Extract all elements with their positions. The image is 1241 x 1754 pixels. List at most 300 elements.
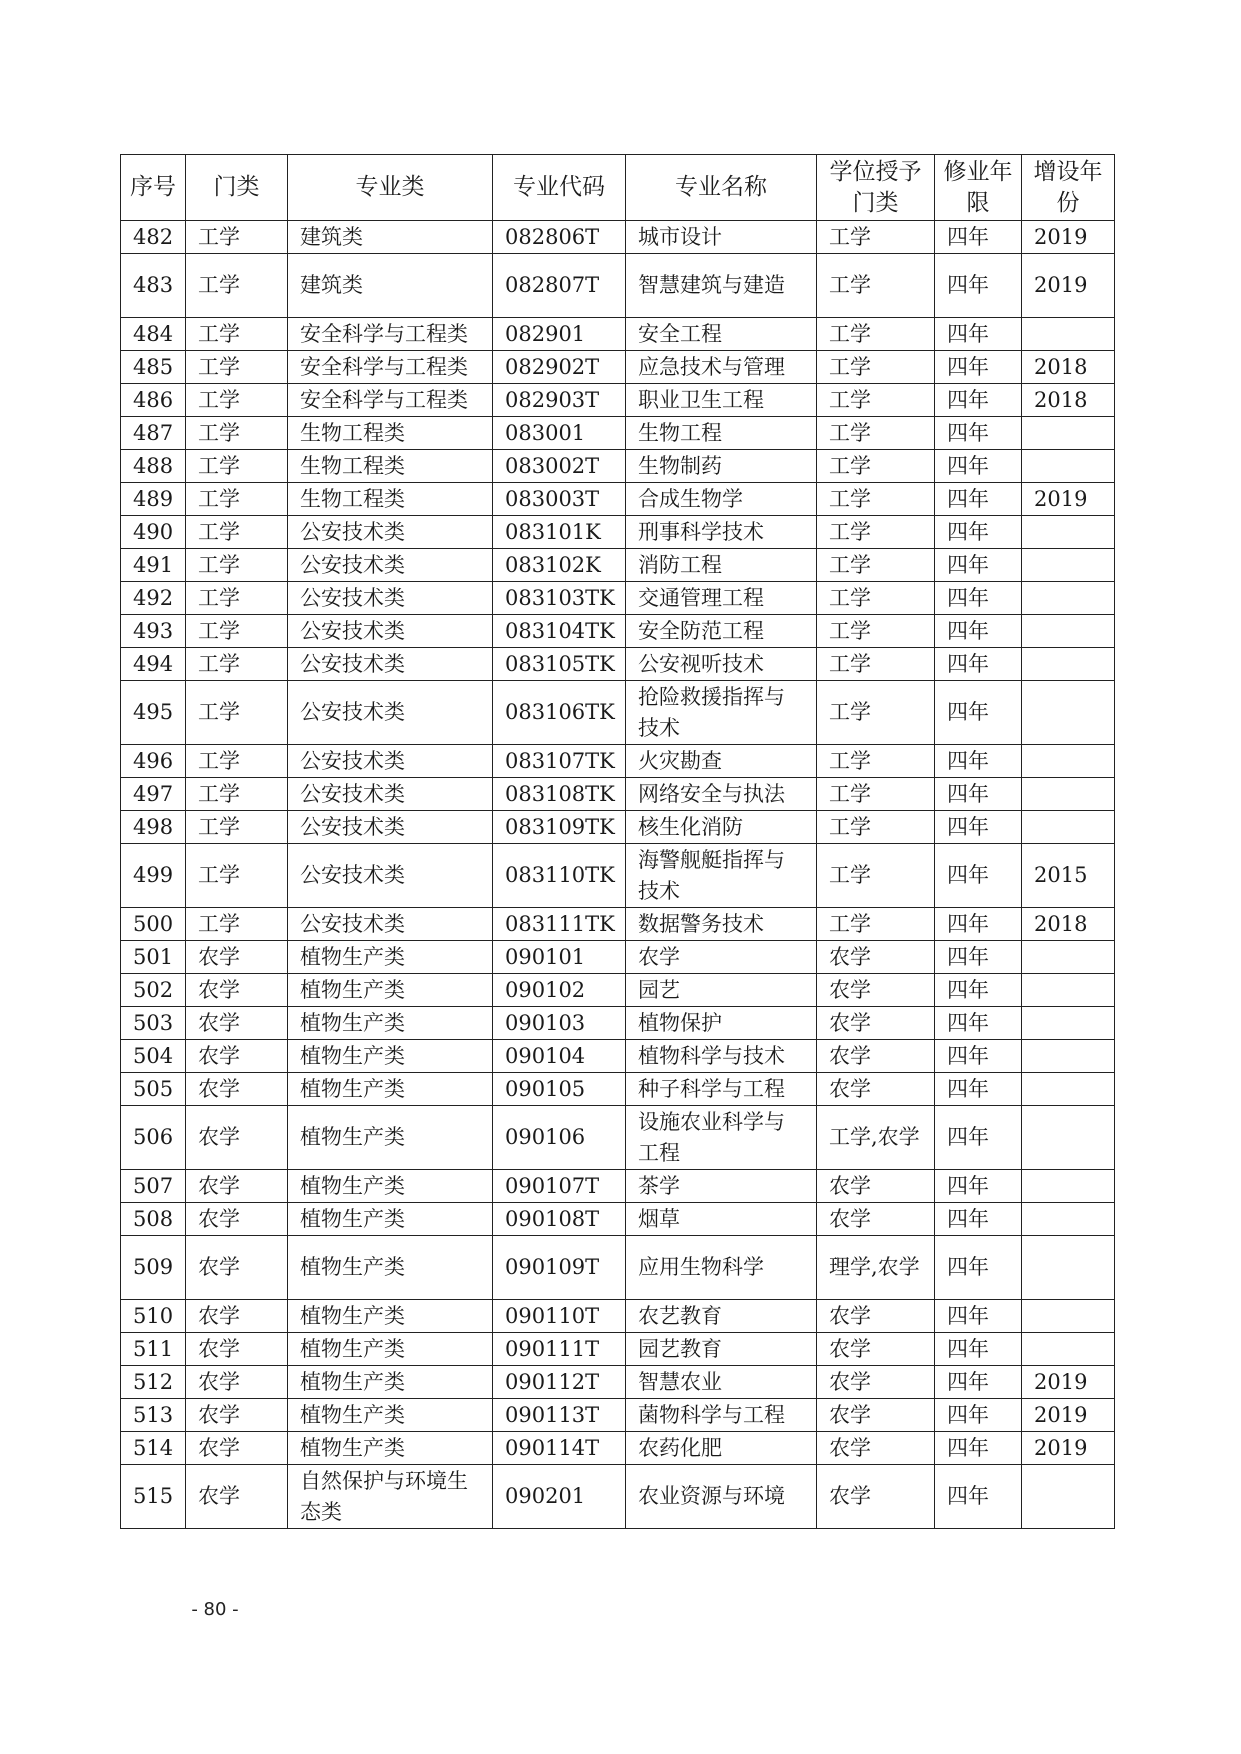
cell-degree-category: 工学 xyxy=(817,318,935,351)
cell-serial: 513 xyxy=(121,1399,186,1432)
cell-major-class: 公安技术类 xyxy=(288,811,493,844)
cell-added-year xyxy=(1022,549,1115,582)
cell-major-class: 建筑类 xyxy=(288,221,493,254)
cell-degree-category: 工学 xyxy=(817,582,935,615)
cell-degree-category: 农学 xyxy=(817,1432,935,1465)
cell-major-name: 设施农业科学与工程 xyxy=(626,1106,817,1170)
cell-major-name: 安全防范工程 xyxy=(626,615,817,648)
cell-major-code: 090111T xyxy=(493,1333,626,1366)
cell-major-name: 海警舰艇指挥与技术 xyxy=(626,844,817,908)
cell-degree-category: 工学 xyxy=(817,681,935,745)
cell-category: 工学 xyxy=(186,811,288,844)
cell-major-class: 植物生产类 xyxy=(288,1236,493,1300)
table-row xyxy=(121,974,1115,1007)
table-row xyxy=(121,254,1115,318)
cell-study-years: 四年 xyxy=(935,811,1022,844)
cell-serial: 494 xyxy=(121,648,186,681)
cell-study-years: 四年 xyxy=(935,1106,1022,1170)
cell-serial: 504 xyxy=(121,1040,186,1073)
table-body xyxy=(121,221,1115,1529)
cell-major-class: 植物生产类 xyxy=(288,1300,493,1333)
cell-added-year xyxy=(1022,745,1115,778)
cell-serial: 484 xyxy=(121,318,186,351)
table-row xyxy=(121,516,1115,549)
cell-degree-category: 农学 xyxy=(817,1333,935,1366)
cell-category: 农学 xyxy=(186,1465,288,1529)
cell-serial: 498 xyxy=(121,811,186,844)
cell-serial: 495 xyxy=(121,681,186,745)
cell-serial: 512 xyxy=(121,1366,186,1399)
cell-major-name: 交通管理工程 xyxy=(626,582,817,615)
cell-category: 工学 xyxy=(186,648,288,681)
cell-major-code: 090201 xyxy=(493,1465,626,1529)
cell-added-year: 2018 xyxy=(1022,384,1115,417)
cell-major-code: 083108TK xyxy=(493,778,626,811)
cell-major-name: 数据警务技术 xyxy=(626,908,817,941)
cell-added-year xyxy=(1022,1007,1115,1040)
cell-serial: 499 xyxy=(121,844,186,908)
cell-category: 工学 xyxy=(186,844,288,908)
cell-category: 农学 xyxy=(186,1432,288,1465)
cell-degree-category: 理学,农学 xyxy=(817,1236,935,1300)
cell-study-years: 四年 xyxy=(935,1073,1022,1106)
cell-major-class: 生物工程类 xyxy=(288,483,493,516)
cell-major-name: 职业卫生工程 xyxy=(626,384,817,417)
cell-category: 农学 xyxy=(186,1203,288,1236)
cell-degree-category: 农学 xyxy=(817,1203,935,1236)
table-row xyxy=(121,1300,1115,1333)
cell-serial: 503 xyxy=(121,1007,186,1040)
cell-major-name: 植物保护 xyxy=(626,1007,817,1040)
cell-category: 工学 xyxy=(186,681,288,745)
cell-major-class: 植物生产类 xyxy=(288,1007,493,1040)
table-row xyxy=(121,778,1115,811)
cell-major-class: 公安技术类 xyxy=(288,681,493,745)
cell-study-years: 四年 xyxy=(935,1300,1022,1333)
cell-category: 工学 xyxy=(186,417,288,450)
cell-major-class: 公安技术类 xyxy=(288,844,493,908)
cell-serial: 483 xyxy=(121,254,186,318)
table-row xyxy=(121,844,1115,908)
table-row xyxy=(121,549,1115,582)
cell-serial: 509 xyxy=(121,1236,186,1300)
cell-added-year: 2019 xyxy=(1022,254,1115,318)
cell-study-years: 四年 xyxy=(935,582,1022,615)
cell-serial: 502 xyxy=(121,974,186,1007)
cell-category: 工学 xyxy=(186,778,288,811)
cell-major-code: 083102K xyxy=(493,549,626,582)
cell-category: 工学 xyxy=(186,450,288,483)
cell-degree-category: 农学 xyxy=(817,1007,935,1040)
table-row xyxy=(121,811,1115,844)
header-major-class: 专业类 xyxy=(288,155,493,221)
table-row xyxy=(121,351,1115,384)
cell-study-years: 四年 xyxy=(935,254,1022,318)
table-row xyxy=(121,1203,1115,1236)
table-row xyxy=(121,1040,1115,1073)
cell-category: 农学 xyxy=(186,1399,288,1432)
cell-study-years: 四年 xyxy=(935,974,1022,1007)
cell-major-code: 083107TK xyxy=(493,745,626,778)
cell-major-code: 082901 xyxy=(493,318,626,351)
cell-category: 农学 xyxy=(186,1170,288,1203)
cell-serial: 497 xyxy=(121,778,186,811)
cell-category: 工学 xyxy=(186,516,288,549)
cell-major-name: 合成生物学 xyxy=(626,483,817,516)
cell-major-class: 公安技术类 xyxy=(288,745,493,778)
cell-major-class: 公安技术类 xyxy=(288,778,493,811)
cell-added-year xyxy=(1022,1333,1115,1366)
cell-study-years: 四年 xyxy=(935,516,1022,549)
cell-major-name: 茶学 xyxy=(626,1170,817,1203)
cell-category: 工学 xyxy=(186,351,288,384)
cell-major-code: 090103 xyxy=(493,1007,626,1040)
cell-added-year: 2018 xyxy=(1022,908,1115,941)
cell-category: 工学 xyxy=(186,908,288,941)
table-row xyxy=(121,1007,1115,1040)
cell-study-years: 四年 xyxy=(935,844,1022,908)
cell-category: 农学 xyxy=(186,974,288,1007)
cell-major-class: 生物工程类 xyxy=(288,417,493,450)
table-row xyxy=(121,1465,1115,1529)
table-row xyxy=(121,450,1115,483)
table-row xyxy=(121,318,1115,351)
cell-category: 农学 xyxy=(186,1333,288,1366)
cell-major-code: 090108T xyxy=(493,1203,626,1236)
header-added-year: 增设年份 xyxy=(1022,155,1115,221)
cell-degree-category: 工学 xyxy=(817,745,935,778)
cell-study-years: 四年 xyxy=(935,351,1022,384)
table-row xyxy=(121,648,1115,681)
cell-study-years: 四年 xyxy=(935,221,1022,254)
majors-table xyxy=(120,154,1115,1529)
cell-major-code: 083003T xyxy=(493,483,626,516)
cell-degree-category: 工学 xyxy=(817,811,935,844)
cell-serial: 514 xyxy=(121,1432,186,1465)
cell-major-name: 生物制药 xyxy=(626,450,817,483)
cell-major-code: 090101 xyxy=(493,941,626,974)
cell-major-class: 植物生产类 xyxy=(288,1333,493,1366)
cell-major-code: 083110TK xyxy=(493,844,626,908)
cell-degree-category: 工学 xyxy=(817,908,935,941)
cell-major-code: 090110T xyxy=(493,1300,626,1333)
cell-degree-category: 工学 xyxy=(817,450,935,483)
cell-study-years: 四年 xyxy=(935,1007,1022,1040)
cell-major-code: 090109T xyxy=(493,1236,626,1300)
cell-major-class: 植物生产类 xyxy=(288,1399,493,1432)
table-row xyxy=(121,1073,1115,1106)
cell-degree-category: 农学 xyxy=(817,1073,935,1106)
cell-major-class: 植物生产类 xyxy=(288,1432,493,1465)
cell-study-years: 四年 xyxy=(935,648,1022,681)
cell-major-code: 090104 xyxy=(493,1040,626,1073)
cell-added-year xyxy=(1022,582,1115,615)
table-row xyxy=(121,745,1115,778)
cell-major-name: 农学 xyxy=(626,941,817,974)
cell-major-name: 园艺 xyxy=(626,974,817,1007)
table-row xyxy=(121,1366,1115,1399)
cell-added-year: 2015 xyxy=(1022,844,1115,908)
cell-major-name: 应用生物科学 xyxy=(626,1236,817,1300)
cell-major-class: 植物生产类 xyxy=(288,1106,493,1170)
cell-major-name: 园艺教育 xyxy=(626,1333,817,1366)
cell-degree-category: 工学 xyxy=(817,549,935,582)
cell-major-class: 植物生产类 xyxy=(288,1073,493,1106)
cell-major-code: 090105 xyxy=(493,1073,626,1106)
cell-major-code: 082902T xyxy=(493,351,626,384)
cell-major-class: 公安技术类 xyxy=(288,615,493,648)
table-row xyxy=(121,221,1115,254)
cell-serial: 489 xyxy=(121,483,186,516)
cell-added-year xyxy=(1022,1203,1115,1236)
cell-study-years: 四年 xyxy=(935,745,1022,778)
cell-serial: 488 xyxy=(121,450,186,483)
cell-major-class: 公安技术类 xyxy=(288,908,493,941)
cell-study-years: 四年 xyxy=(935,1399,1022,1432)
cell-added-year xyxy=(1022,516,1115,549)
header-study-years: 修业年限 xyxy=(935,155,1022,221)
cell-major-code: 083105TK xyxy=(493,648,626,681)
cell-major-code: 090112T xyxy=(493,1366,626,1399)
cell-added-year xyxy=(1022,974,1115,1007)
table-row xyxy=(121,384,1115,417)
table-row xyxy=(121,582,1115,615)
cell-major-class: 生物工程类 xyxy=(288,450,493,483)
cell-serial: 491 xyxy=(121,549,186,582)
cell-major-name: 智慧农业 xyxy=(626,1366,817,1399)
cell-added-year xyxy=(1022,1300,1115,1333)
cell-serial: 510 xyxy=(121,1300,186,1333)
cell-major-code: 083106TK xyxy=(493,681,626,745)
cell-study-years: 四年 xyxy=(935,318,1022,351)
cell-serial: 482 xyxy=(121,221,186,254)
cell-added-year xyxy=(1022,615,1115,648)
cell-serial: 501 xyxy=(121,941,186,974)
cell-major-class: 安全科学与工程类 xyxy=(288,384,493,417)
cell-study-years: 四年 xyxy=(935,450,1022,483)
cell-degree-category: 农学 xyxy=(817,1040,935,1073)
cell-study-years: 四年 xyxy=(935,1170,1022,1203)
cell-degree-category: 农学 xyxy=(817,1465,935,1529)
cell-major-code: 090102 xyxy=(493,974,626,1007)
cell-major-name: 生物工程 xyxy=(626,417,817,450)
cell-major-name: 植物科学与技术 xyxy=(626,1040,817,1073)
cell-added-year xyxy=(1022,1073,1115,1106)
cell-major-code: 090107T xyxy=(493,1170,626,1203)
table-row xyxy=(121,681,1115,745)
cell-study-years: 四年 xyxy=(935,681,1022,745)
cell-study-years: 四年 xyxy=(935,615,1022,648)
cell-added-year xyxy=(1022,1236,1115,1300)
cell-degree-category: 农学 xyxy=(817,1399,935,1432)
cell-added-year: 2019 xyxy=(1022,1399,1115,1432)
cell-study-years: 四年 xyxy=(935,384,1022,417)
cell-category: 工学 xyxy=(186,318,288,351)
cell-major-name: 种子科学与工程 xyxy=(626,1073,817,1106)
cell-major-name: 农业资源与环境 xyxy=(626,1465,817,1529)
cell-added-year: 2019 xyxy=(1022,1432,1115,1465)
cell-category: 工学 xyxy=(186,549,288,582)
cell-added-year xyxy=(1022,1040,1115,1073)
cell-study-years: 四年 xyxy=(935,549,1022,582)
cell-added-year xyxy=(1022,648,1115,681)
table-row xyxy=(121,615,1115,648)
cell-serial: 508 xyxy=(121,1203,186,1236)
cell-degree-category: 工学 xyxy=(817,648,935,681)
table-row xyxy=(121,1170,1115,1203)
cell-added-year xyxy=(1022,450,1115,483)
cell-major-name: 菌物科学与工程 xyxy=(626,1399,817,1432)
cell-study-years: 四年 xyxy=(935,1366,1022,1399)
cell-category: 工学 xyxy=(186,582,288,615)
cell-major-class: 植物生产类 xyxy=(288,941,493,974)
cell-category: 农学 xyxy=(186,1300,288,1333)
cell-major-code: 083002T xyxy=(493,450,626,483)
cell-major-class: 公安技术类 xyxy=(288,582,493,615)
cell-added-year xyxy=(1022,1465,1115,1529)
cell-serial: 496 xyxy=(121,745,186,778)
cell-category: 农学 xyxy=(186,1366,288,1399)
cell-major-class: 公安技术类 xyxy=(288,549,493,582)
cell-major-class: 建筑类 xyxy=(288,254,493,318)
cell-serial: 492 xyxy=(121,582,186,615)
cell-study-years: 四年 xyxy=(935,417,1022,450)
cell-category: 农学 xyxy=(186,1106,288,1170)
header-major-name: 专业名称 xyxy=(626,155,817,221)
cell-added-year: 2018 xyxy=(1022,351,1115,384)
cell-major-name: 消防工程 xyxy=(626,549,817,582)
cell-study-years: 四年 xyxy=(935,483,1022,516)
cell-study-years: 四年 xyxy=(935,941,1022,974)
cell-added-year xyxy=(1022,1170,1115,1203)
cell-study-years: 四年 xyxy=(935,1333,1022,1366)
cell-degree-category: 农学 xyxy=(817,1300,935,1333)
cell-category: 农学 xyxy=(186,1073,288,1106)
cell-degree-category: 工学 xyxy=(817,778,935,811)
cell-degree-category: 工学 xyxy=(817,844,935,908)
cell-major-name: 网络安全与执法 xyxy=(626,778,817,811)
cell-major-class: 植物生产类 xyxy=(288,1040,493,1073)
cell-study-years: 四年 xyxy=(935,1203,1022,1236)
cell-serial: 493 xyxy=(121,615,186,648)
cell-study-years: 四年 xyxy=(935,1040,1022,1073)
cell-serial: 486 xyxy=(121,384,186,417)
cell-serial: 490 xyxy=(121,516,186,549)
cell-major-class: 植物生产类 xyxy=(288,1170,493,1203)
cell-added-year xyxy=(1022,778,1115,811)
cell-major-name: 火灾勘查 xyxy=(626,745,817,778)
cell-major-class: 公安技术类 xyxy=(288,516,493,549)
cell-category: 农学 xyxy=(186,1040,288,1073)
cell-category: 工学 xyxy=(186,254,288,318)
cell-major-code: 083111TK xyxy=(493,908,626,941)
cell-major-name: 公安视听技术 xyxy=(626,648,817,681)
cell-major-code: 090106 xyxy=(493,1106,626,1170)
cell-category: 工学 xyxy=(186,384,288,417)
cell-added-year xyxy=(1022,318,1115,351)
cell-study-years: 四年 xyxy=(935,1432,1022,1465)
cell-category: 农学 xyxy=(186,941,288,974)
cell-category: 农学 xyxy=(186,1236,288,1300)
table-row xyxy=(121,483,1115,516)
cell-category: 工学 xyxy=(186,745,288,778)
cell-serial: 511 xyxy=(121,1333,186,1366)
table-row xyxy=(121,1399,1115,1432)
header-degree-category: 学位授予门类 xyxy=(817,155,935,221)
table-row xyxy=(121,941,1115,974)
cell-major-class: 安全科学与工程类 xyxy=(288,351,493,384)
cell-degree-category: 工学 xyxy=(817,254,935,318)
cell-major-name: 应急技术与管理 xyxy=(626,351,817,384)
cell-major-name: 农药化肥 xyxy=(626,1432,817,1465)
cell-added-year: 2019 xyxy=(1022,1366,1115,1399)
cell-serial: 500 xyxy=(121,908,186,941)
cell-degree-category: 工学 xyxy=(817,483,935,516)
cell-degree-category: 工学 xyxy=(817,384,935,417)
cell-added-year xyxy=(1022,1106,1115,1170)
cell-category: 工学 xyxy=(186,615,288,648)
cell-major-code: 090114T xyxy=(493,1432,626,1465)
page-number: - 80 - xyxy=(191,1599,239,1620)
cell-major-code: 083001 xyxy=(493,417,626,450)
cell-major-name: 安全工程 xyxy=(626,318,817,351)
cell-serial: 485 xyxy=(121,351,186,384)
cell-degree-category: 工学 xyxy=(817,351,935,384)
cell-degree-category: 工学 xyxy=(817,615,935,648)
cell-major-name: 刑事科学技术 xyxy=(626,516,817,549)
cell-major-code: 082903T xyxy=(493,384,626,417)
cell-major-class: 公安技术类 xyxy=(288,648,493,681)
cell-major-code: 082806T xyxy=(493,221,626,254)
cell-major-name: 烟草 xyxy=(626,1203,817,1236)
cell-major-name: 智慧建筑与建造 xyxy=(626,254,817,318)
cell-degree-category: 农学 xyxy=(817,941,935,974)
header-major-code: 专业代码 xyxy=(493,155,626,221)
cell-major-class: 自然保护与环境生态类 xyxy=(288,1465,493,1529)
table-row xyxy=(121,908,1115,941)
header-serial: 序号 xyxy=(121,155,186,221)
table-row xyxy=(121,417,1115,450)
table-row xyxy=(121,1333,1115,1366)
cell-added-year: 2019 xyxy=(1022,483,1115,516)
table-row xyxy=(121,1432,1115,1465)
cell-study-years: 四年 xyxy=(935,1236,1022,1300)
cell-serial: 487 xyxy=(121,417,186,450)
cell-degree-category: 工学 xyxy=(817,417,935,450)
cell-degree-category: 工学,农学 xyxy=(817,1106,935,1170)
cell-degree-category: 农学 xyxy=(817,974,935,1007)
cell-serial: 505 xyxy=(121,1073,186,1106)
cell-study-years: 四年 xyxy=(935,908,1022,941)
cell-major-code: 082807T xyxy=(493,254,626,318)
table-row xyxy=(121,1106,1115,1170)
header-category: 门类 xyxy=(186,155,288,221)
cell-category: 工学 xyxy=(186,221,288,254)
cell-major-class: 植物生产类 xyxy=(288,1203,493,1236)
cell-major-code: 083101K xyxy=(493,516,626,549)
cell-major-code: 090113T xyxy=(493,1399,626,1432)
cell-serial: 515 xyxy=(121,1465,186,1529)
cell-major-class: 植物生产类 xyxy=(288,974,493,1007)
cell-study-years: 四年 xyxy=(935,778,1022,811)
cell-category: 工学 xyxy=(186,483,288,516)
table-header-row xyxy=(121,155,1115,221)
cell-added-year xyxy=(1022,941,1115,974)
cell-major-class: 安全科学与工程类 xyxy=(288,318,493,351)
cell-degree-category: 农学 xyxy=(817,1366,935,1399)
cell-degree-category: 工学 xyxy=(817,221,935,254)
cell-serial: 507 xyxy=(121,1170,186,1203)
